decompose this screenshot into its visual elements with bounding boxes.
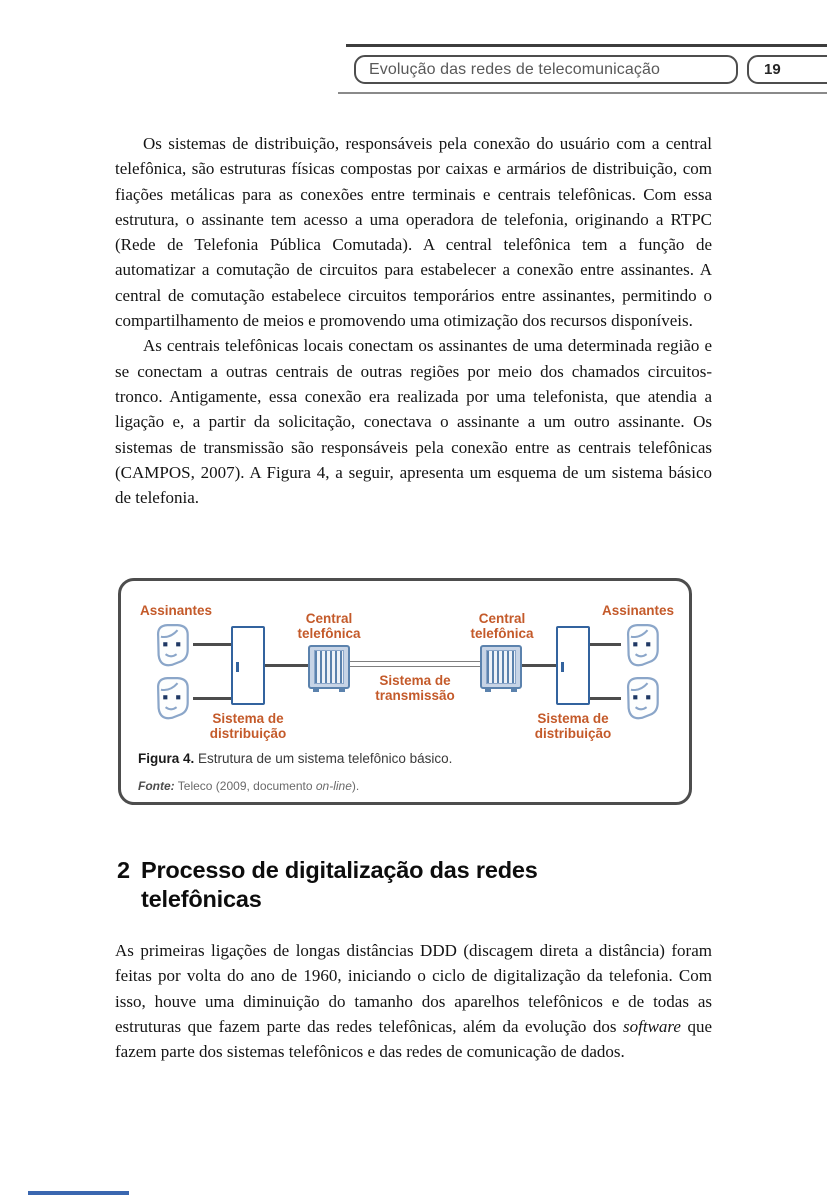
- section-title: Processo de digitalização das redes telefônicas: [141, 857, 538, 912]
- switch-foot: [485, 687, 491, 692]
- line-switch-cabinet-right: [522, 664, 558, 667]
- figure-caption-number: Figura 4.: [138, 751, 195, 766]
- switch-foot: [313, 687, 319, 692]
- line-cabinet-switch-left: [264, 664, 309, 667]
- label-assinantes-left: Assinantes: [140, 603, 213, 618]
- subscriber-face-icon: [150, 621, 194, 669]
- figure-caption-text: Estrutura de um sistema telefônico básico.: [194, 751, 453, 766]
- body-text: [115, 131, 712, 510]
- paragraph-3-post: que fazem parte dos sistemas telefônicos e das redes de comunicação de dados.: [115, 1016, 712, 1062]
- label-distribuicao-right: Sistema de distribuição: [534, 711, 612, 741]
- distribution-cabinet-icon: [231, 626, 265, 705]
- label-transmissao: Sistema de transmissão: [375, 673, 455, 703]
- paragraph-3-italic: software: [623, 1016, 681, 1036]
- subscriber-face-icon: [620, 674, 664, 722]
- switch-foot: [339, 687, 345, 692]
- distribution-cabinet-icon: [556, 626, 590, 705]
- telephone-switch-icon: [308, 645, 350, 689]
- paragraph-3: [115, 938, 712, 1064]
- running-header-title: Evolução das redes de telecomunicação: [369, 60, 660, 78]
- line-face1-cabinet-left: [193, 643, 233, 646]
- label-assinantes-right: Assinantes: [601, 603, 674, 618]
- subscriber-face-icon: [150, 674, 194, 722]
- header-rule-bottom: [338, 92, 827, 94]
- figure-source-label: Fonte:: [138, 779, 175, 793]
- subscriber-face-icon: [620, 621, 664, 669]
- section-heading: [117, 856, 637, 913]
- cabinet-handle: [236, 662, 239, 672]
- page-number: 19: [764, 61, 781, 78]
- label-central-right: Central telefônica: [470, 611, 534, 641]
- line-cabinet-face2-right: [588, 697, 621, 700]
- section-number: 2: [117, 857, 130, 883]
- label-distribuicao-left: Sistema de distribuição: [209, 711, 287, 741]
- running-header: [354, 55, 738, 84]
- label-central-left: Central telefônica: [297, 611, 361, 641]
- page-number-badge: [747, 55, 827, 84]
- telephone-switch-icon: [480, 645, 522, 689]
- footer-accent-line: [28, 1191, 129, 1195]
- transmission-line: [349, 661, 482, 667]
- figure-caption: [138, 751, 452, 766]
- figure-4: [118, 578, 692, 805]
- switch-cards: [314, 650, 344, 684]
- switch-foot: [511, 687, 517, 692]
- paragraph-2: As centrais telefônicas locais conectam os assinantes de uma determinada região e se conectam a outras centrais de outras regiões por meio dos chamados circuitos-tronco. Antigamente, essa conexão era realizada por uma telefonista, que atendia a ligação e, a partir da solicitação, conectava o assinante a um outro assinante. Os sistemas de transmissão são responsáveis pela conexão entre as centrais telefônicas (CAMPOS, 2007). A Figura 4, a seguir, apresenta um esquema de um sistema básico de telefonia.: [115, 336, 712, 508]
- figure-source-pre: Teleco (2009, documento: [174, 779, 316, 793]
- figure-source: [138, 779, 359, 793]
- cabinet-handle: [561, 662, 564, 672]
- paragraph-3-pre: As primeiras ligações de longas distâncias DDD (discagem direta a distância) foram feitas por volta do ano de 1960, iniciando o ciclo de digitalização da telefonia. Com isso, houve uma diminuição do tamanho dos aparelhos telefônicos e de todas as estruturas que fazem parte das redes telefônicas, além da evolução dos: [115, 941, 712, 1036]
- line-cabinet-face1-right: [588, 643, 621, 646]
- figure-source-italic: on-line: [315, 779, 352, 793]
- line-face2-cabinet-left: [193, 697, 233, 700]
- figure-source-post: ).: [351, 779, 360, 793]
- paragraph-1: Os sistemas de distribuição, responsáveis pela conexão do usuário com a central telefônica, são estruturas físicas compostas por caixas e armários de distribuição, com fiações metálicas para as conexões entre terminais e centrais telefônicas. Com essa estrutura, o assinante tem acesso a uma operadora de telefonia, originando a RTPC (Rede de Telefonia Pública Comutada). A central telefônica tem a função de automatizar a comutação de circuitos para estabelecer a conexão entre assinantes. A central de comutação estabelece circuitos temporários entre assinantes, permitindo o compartilhamento de meios e promovendo uma otimização dos recursos disponíveis.: [115, 134, 712, 331]
- switch-cards: [486, 650, 516, 684]
- header-rule-top: [346, 44, 827, 47]
